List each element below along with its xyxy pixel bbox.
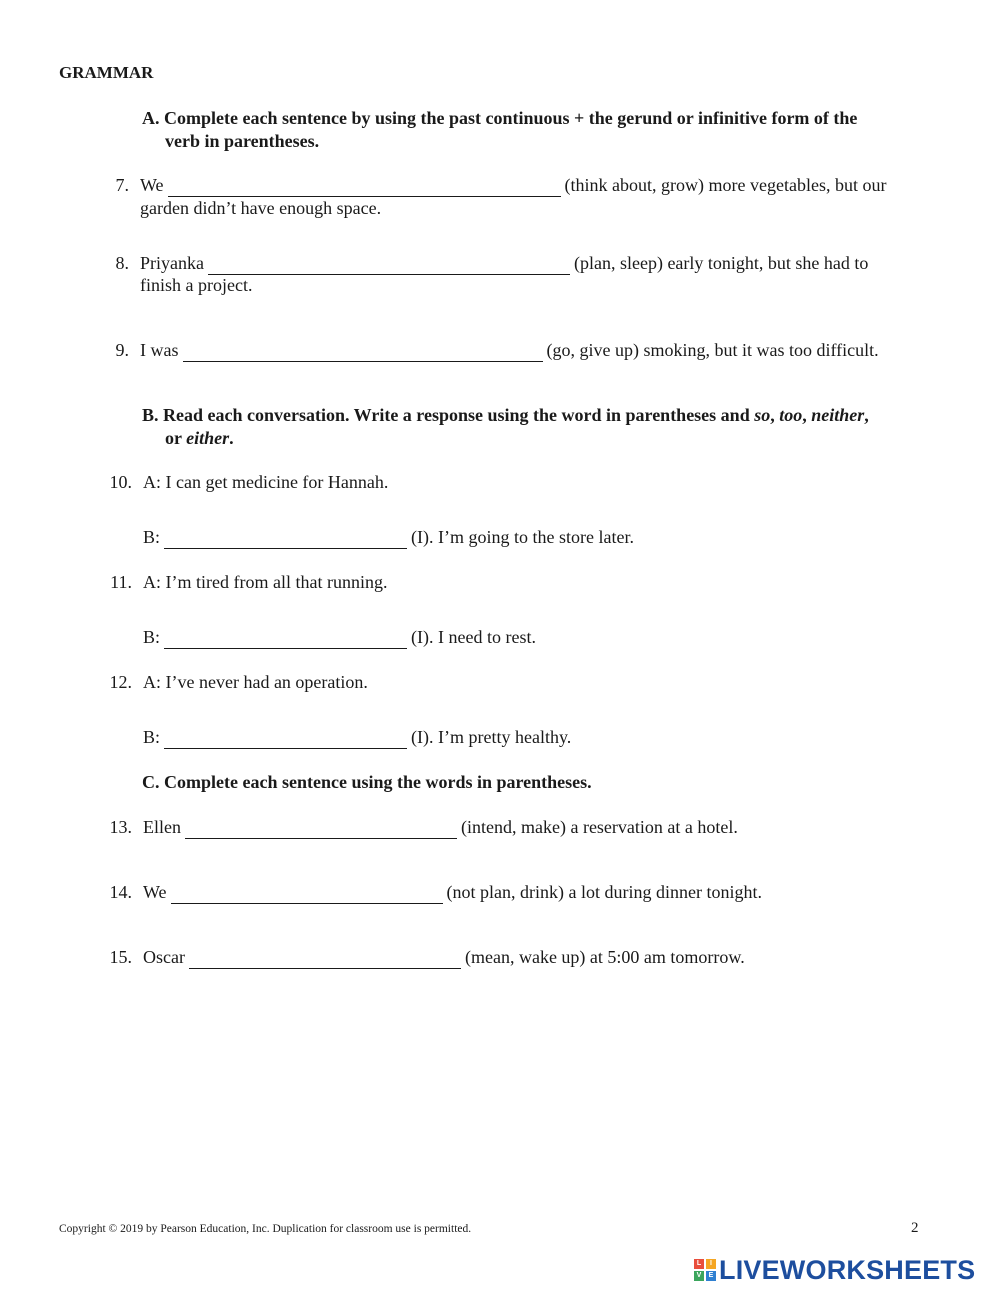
question-text: (plan, sleep) early tonight, but she had to [573,253,869,273]
section-b-instruction-cont [165,427,234,449]
item-number: 15. [109,947,132,967]
item-number: 11. [110,572,132,592]
keyword-so: so [754,405,771,425]
question-text: I was [140,340,179,360]
speaker-label: B: [143,627,161,647]
item-number: 10. [109,472,132,492]
question-text: Oscar [143,947,185,967]
response-11 [143,626,536,649]
instruction-text: B. Read each conversation. Write a response using the word in parentheses and [142,405,755,425]
speaker-label: B: [143,727,161,747]
question-text: (mean, wake up) at 5:00 am tomorrow. [464,947,745,967]
period: . [229,428,234,448]
question-text: (intend, make) a reservation at a hotel. [461,817,738,837]
section-a-instruction: A. Complete each sentence by using the past continuous + the gerund or infinitive form of the [142,108,858,128]
question-14 [143,881,762,904]
separator: , [770,405,780,425]
page-heading: GRAMMAR [59,63,154,82]
liveworksheets-logo[interactable] [694,1257,975,1283]
answer-input-9[interactable] [183,344,543,362]
separator: , [864,405,869,425]
speaker-label: B: [143,527,161,547]
answer-input-11[interactable] [164,631,407,649]
item-number: 8. [115,253,129,273]
question-8 [140,252,868,275]
answer-input-7[interactable] [168,179,561,197]
item-number: 9. [115,340,129,360]
question-text: (not plan, drink) a lot during dinner tonight. [446,882,762,902]
separator: , [802,405,812,425]
keyword-neither: neither [811,405,865,425]
logo-block: L [694,1259,704,1269]
logo-text: LIVEWORKSHEETS [719,1255,976,1285]
section-c-instruction: C. Complete each sentence using the words in parentheses. [142,772,592,792]
page-number: 2 [911,1220,919,1236]
logo-block: V [694,1271,704,1281]
answer-input-10[interactable] [164,531,407,549]
answer-input-8[interactable] [208,257,570,275]
question-text: Ellen [143,817,181,837]
response-text: (I). I’m pretty healthy. [411,727,572,747]
question-7 [140,174,886,197]
answer-input-13[interactable] [185,821,457,839]
item-number: 12. [109,672,132,692]
logo-blocks-icon [694,1259,716,1281]
question-text: (go, give up) smoking, but it was too difficult. [546,340,879,360]
conversation-a-11: A: I’m tired from all that running. [143,572,388,592]
logo-block: I [706,1259,716,1269]
question-15 [143,946,745,969]
answer-input-15[interactable] [189,951,461,969]
copyright-notice: Copyright © 2019 by Pearson Education, Inc. Duplication for classroom use is permitted. [59,1223,472,1235]
keyword-too: too [779,405,803,425]
response-text: (I). I’m going to the store later. [411,527,634,547]
question-8-cont: finish a project. [140,275,253,295]
response-10 [143,526,634,549]
conversation-a-12: A: I’ve never had an operation. [143,672,368,692]
question-13 [143,816,738,839]
item-number: 7. [115,175,129,195]
response-12 [143,726,571,749]
question-text: We [143,882,167,902]
answer-input-12[interactable] [164,731,407,749]
keyword-either: either [186,428,230,448]
question-text: Priyanka [140,253,204,273]
question-text: (think about, grow) more vegetables, but our [564,175,887,195]
logo-block: E [706,1271,716,1281]
item-number: 14. [109,882,132,902]
item-number: 13. [109,817,132,837]
response-text: (I). I need to rest. [411,627,536,647]
instruction-text: or [165,428,187,448]
question-7-cont: garden didn’t have enough space. [140,198,382,218]
conversation-a-10: A: I can get medicine for Hannah. [143,472,389,492]
answer-input-14[interactable] [171,886,443,904]
question-text: We [140,175,164,195]
section-a-instruction-cont: verb in parentheses. [165,131,320,151]
section-b-instruction [142,404,869,426]
question-9 [140,339,879,362]
